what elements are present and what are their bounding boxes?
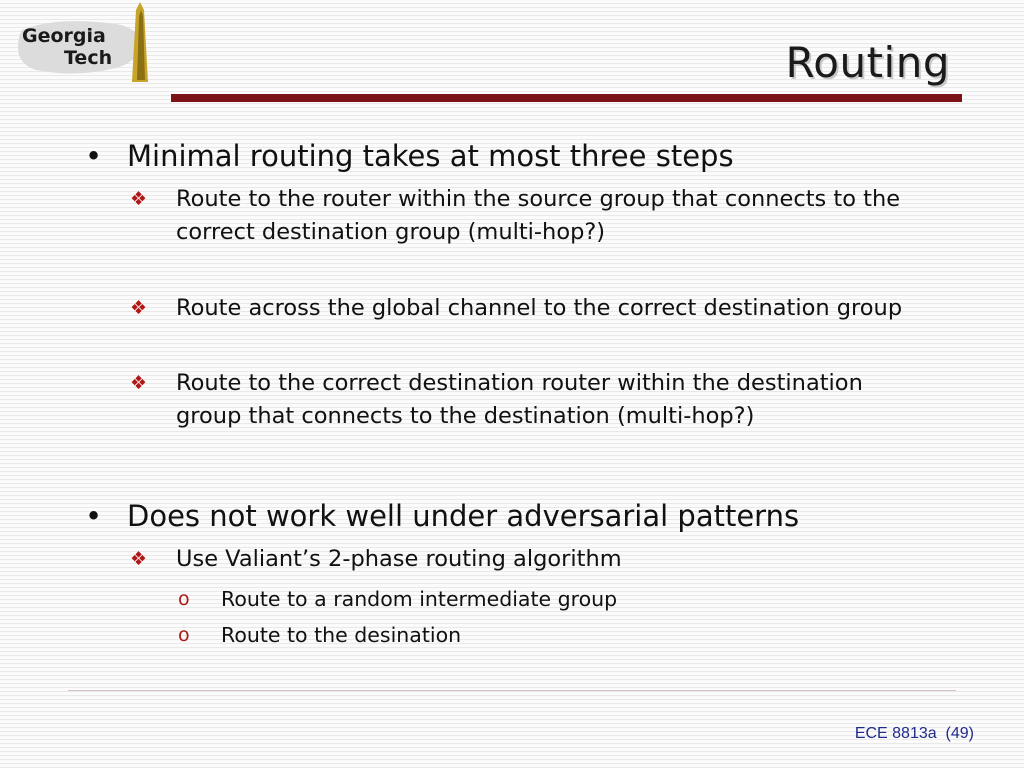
bullet-text: Does not work well under adversarial patterns	[127, 499, 800, 533]
sub-bullet-text: Route across the global channel to the correct destination group	[176, 295, 903, 321]
sub-bullet-item-1-3	[130, 367, 920, 433]
slide-title: Routing	[785, 38, 950, 87]
bullet-dot: •	[85, 139, 103, 173]
logo-text-georgia: Georgia	[22, 25, 106, 47]
georgia-tech-logo	[16, 2, 156, 84]
circle-bullet-icon: o	[178, 588, 190, 610]
diamond-bullet-icon: ❖	[130, 297, 148, 319]
sub-bullet-item-2-1	[130, 543, 920, 576]
footer-page-number: (49)	[945, 725, 974, 742]
sub-sub-bullet-item-2-1-1	[178, 584, 878, 614]
diamond-bullet-icon: ❖	[130, 548, 148, 570]
sub-bullet-text: Use Valiant’s 2-phase routing algorithm	[176, 546, 622, 572]
sub-sub-bullet-text: Route to the desination	[221, 623, 462, 647]
sub-sub-bullet-text: Route to a random intermediate group	[221, 587, 618, 611]
sub-bullet-item-1-2	[130, 292, 920, 325]
slide-footer	[855, 725, 974, 743]
bullet-dot: •	[85, 499, 103, 533]
bullet-text: Minimal routing takes at most three steps	[127, 139, 734, 173]
circle-bullet-icon: o	[178, 624, 190, 646]
sub-sub-bullet-item-2-1-2	[178, 620, 878, 650]
sub-bullet-item-1-1	[130, 183, 920, 249]
sub-bullet-text: Route to the router within the source group that connects to the correct destination group (multi-hop?)	[176, 186, 901, 245]
sub-bullet-text: Route to the correct destination router within the destination group that connects to the destination (multi-hop?)	[176, 370, 863, 429]
footer-course: ECE 8813a	[854, 725, 937, 742]
logo-text-tech: Tech	[64, 47, 113, 69]
title-divider	[171, 94, 962, 102]
diamond-bullet-icon: ❖	[130, 372, 148, 394]
diamond-bullet-icon: ❖	[130, 188, 148, 210]
footer-divider	[68, 690, 956, 691]
